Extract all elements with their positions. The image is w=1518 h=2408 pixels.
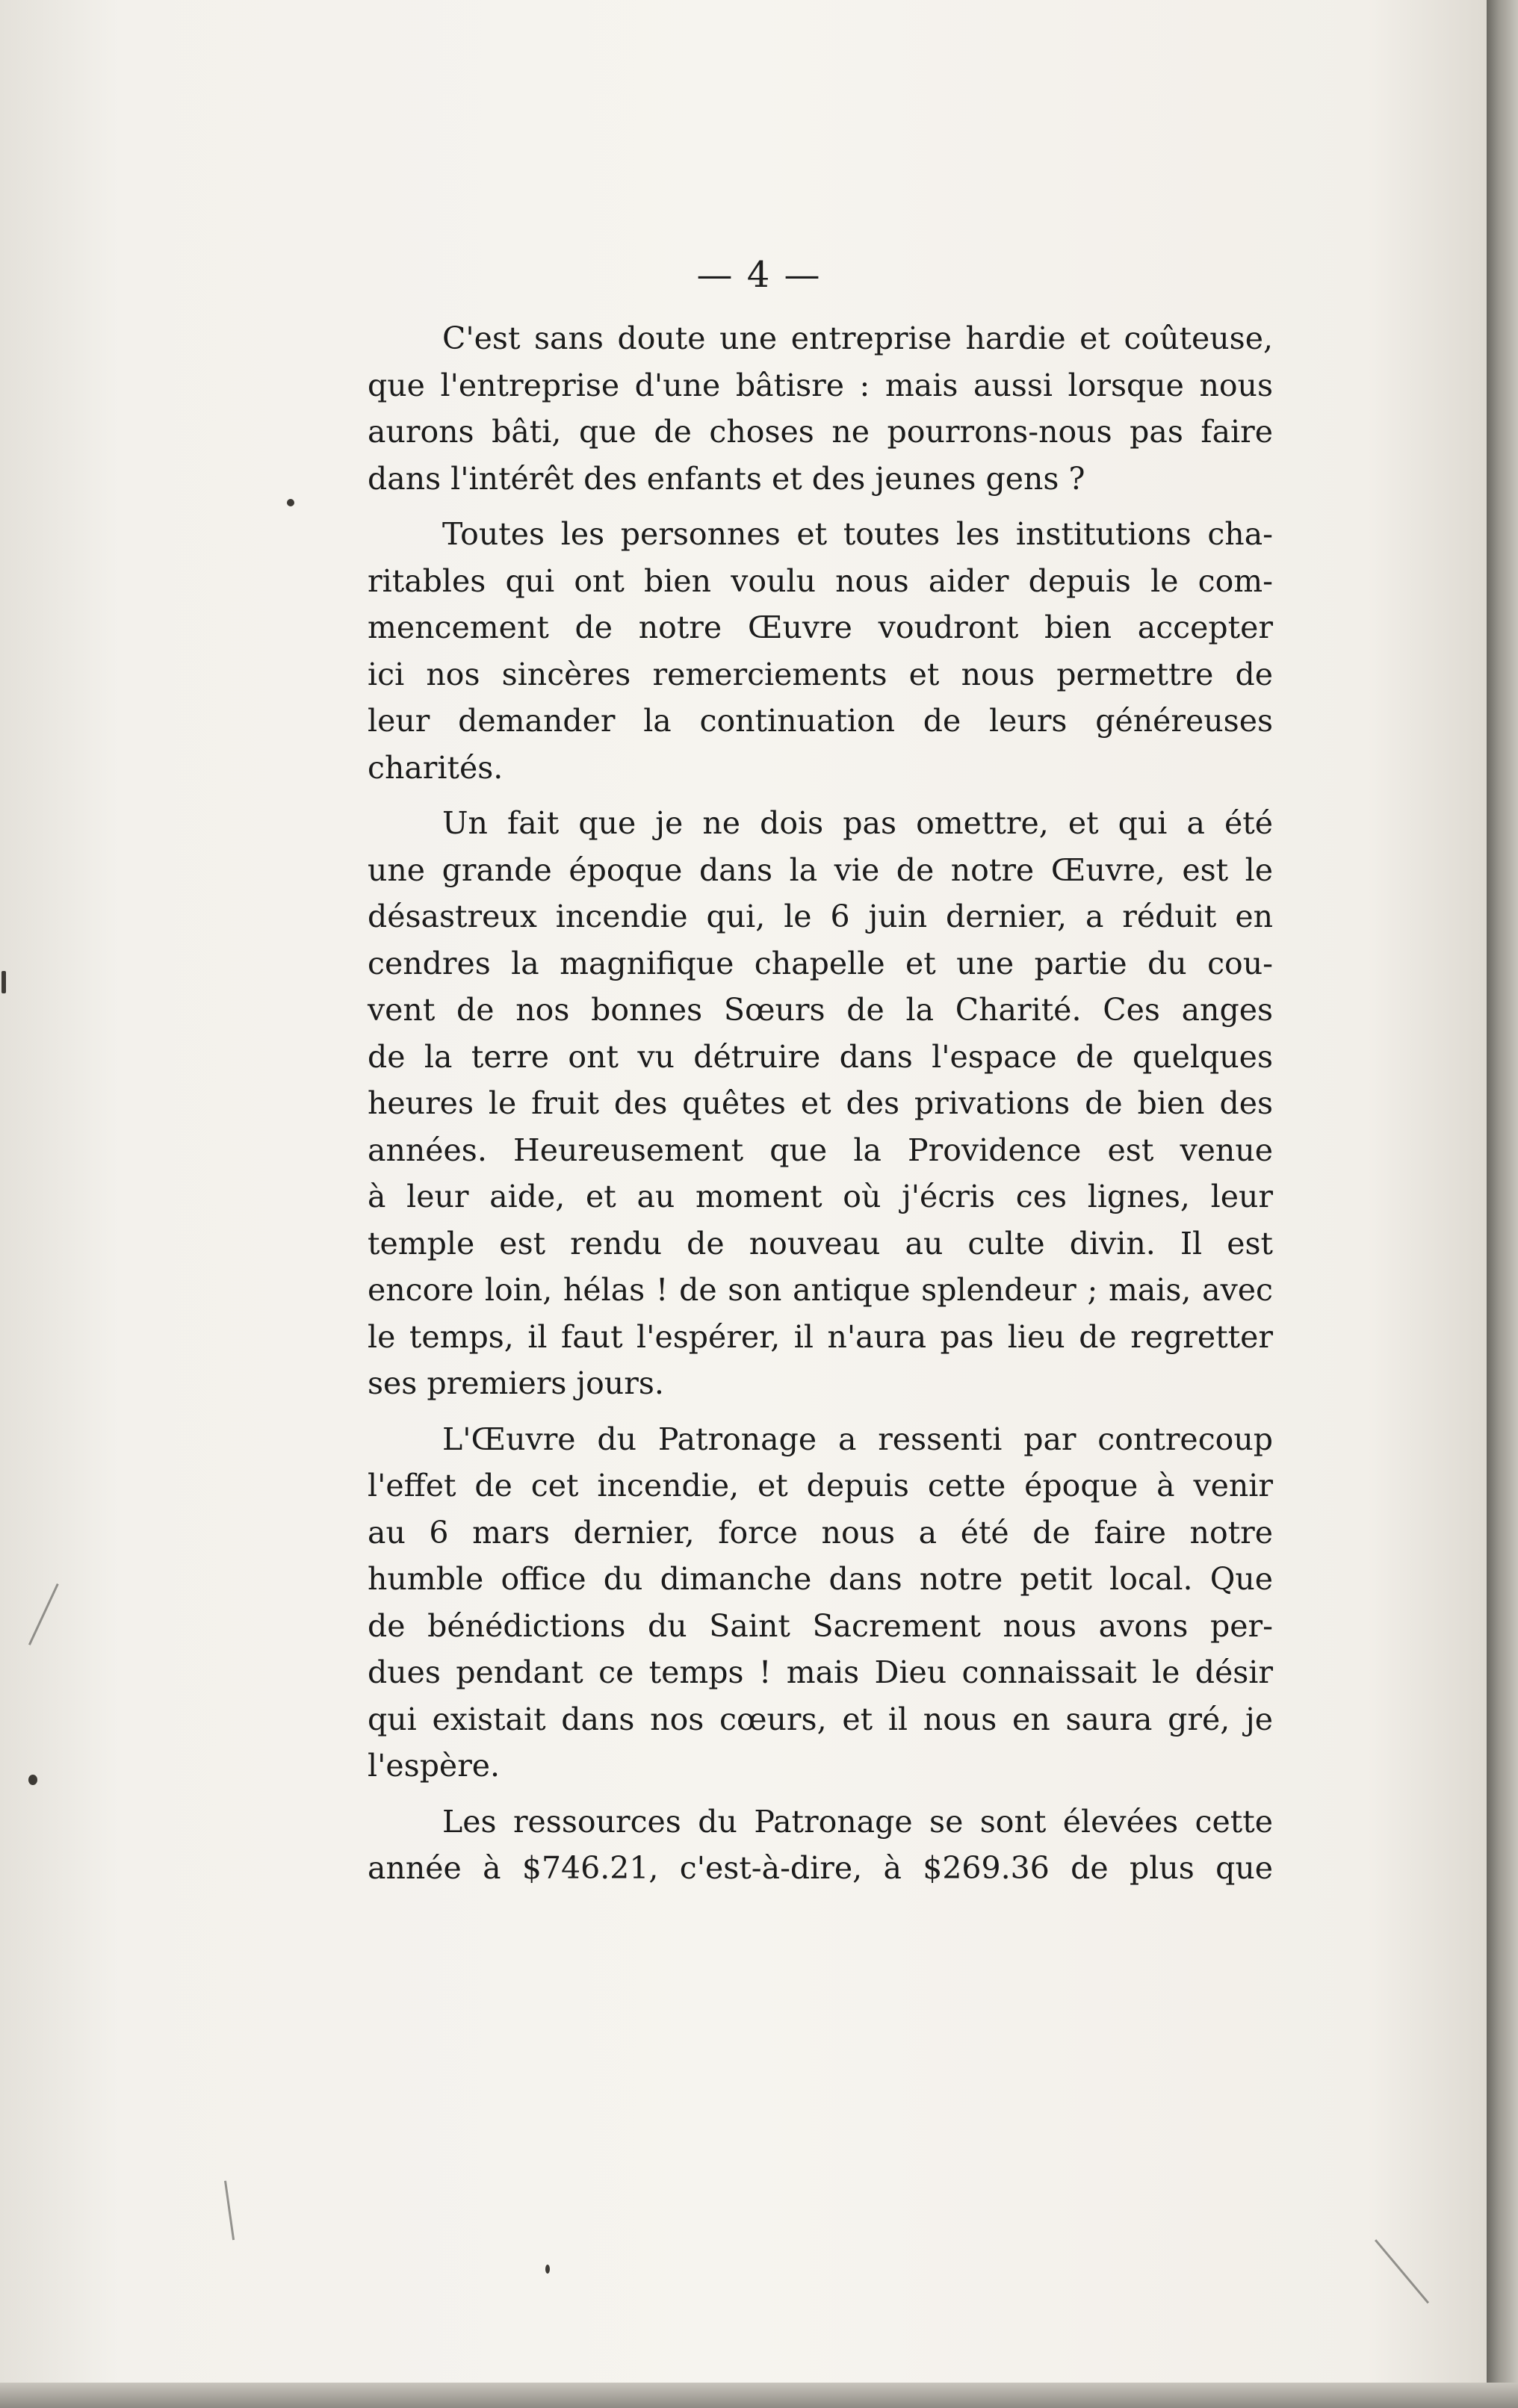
text-line: ritables qui ont bien voulu nous aider depuis le com- xyxy=(368,562,1273,599)
text-line: L'Œuvre du Patronage a ressenti par contrecoup xyxy=(442,1421,1273,1457)
text-line: ses premiers jours. xyxy=(368,1365,664,1401)
text-line: années. Heureusement que la Providence est venue xyxy=(368,1132,1273,1168)
text-line: à leur aide, et au moment où j'écris ces lignes, leur xyxy=(368,1179,1273,1214)
scan-scratch xyxy=(1375,2239,1429,2303)
text-line: dues pendant ce temps ! mais Dieu connaissait le désir xyxy=(368,1654,1273,1690)
text-line: charités. xyxy=(368,749,504,786)
text-line: que l'entreprise d'une bâtisre : mais aussi lorsque nous xyxy=(368,367,1273,403)
scan-speck xyxy=(287,499,294,506)
text-line: année à $746.21, c'est-à-dire, à $269.36 de plus que xyxy=(368,1850,1273,1886)
text-line: leur demander la continuation de leurs généreuses xyxy=(368,703,1273,739)
text-line: Toutes les personnes et toutes les institutions cha- xyxy=(442,516,1273,552)
body-text xyxy=(368,315,1273,1901)
text-line: de bénédictions du Saint Sacrement nous avons per- xyxy=(368,1607,1273,1644)
text-line: heures le fruit des quêtes et des privations de bien des xyxy=(368,1085,1273,1121)
text-line: le temps, il faut l'espérer, il n'aura pas lieu de regretter xyxy=(368,1318,1273,1355)
page-number: — 4 — xyxy=(696,254,822,296)
text-line: Les ressources du Patronage se sont élevées cette xyxy=(442,1803,1273,1840)
paragraph-3 xyxy=(368,800,1273,1407)
scan-speck xyxy=(1,971,6,993)
text-line: vent de nos bonnes Sœurs de la Charité. Ces anges xyxy=(368,992,1273,1028)
text-line: dans l'intérêt des enfants et des jeunes gens ? xyxy=(368,460,1085,497)
text-line: désastreux incendie qui, le 6 juin dernier, a réduit en xyxy=(368,899,1273,934)
text-line: ici nos sincères remerciements et nous permettre de xyxy=(368,656,1273,692)
text-line: de la terre ont vu détruire dans l'espace de quelques xyxy=(368,1038,1273,1075)
text-line: aurons bâti, que de choses ne pourrons-nous pas faire xyxy=(368,414,1273,450)
text-line: cendres la magnifique chapelle et une partie du cou- xyxy=(368,945,1273,981)
text-line: Un fait que je ne dois pas omettre, et qui a été xyxy=(442,805,1273,841)
scan-scratch xyxy=(224,2181,235,2241)
text-line: une grande époque dans la vie de notre Œuvre, est le xyxy=(368,851,1273,888)
text-line: qui existait dans nos cœurs, et il nous en saura gré, je xyxy=(368,1701,1273,1737)
page-edge-shadow xyxy=(1487,0,1518,2408)
text-line: au 6 mars dernier, force nous a été de faire notre xyxy=(368,1514,1273,1551)
text-line: temple est rendu de nouveau au culte divin. Il est xyxy=(368,1225,1273,1262)
text-line: mencement de notre Œuvre voudront bien accepter xyxy=(368,609,1273,645)
scan-speck xyxy=(28,1775,37,1785)
paragraph-4 xyxy=(368,1416,1273,1790)
text-line: encore loin, hélas ! de son antique splendeur ; mais, avec xyxy=(368,1272,1273,1308)
text-line: l'effet de cet incendie, et depuis cette époque à venir xyxy=(368,1468,1273,1504)
paragraph-5 xyxy=(368,1799,1273,1892)
text-line: l'espère. xyxy=(368,1748,501,1784)
page-bottom-edge xyxy=(0,2383,1518,2408)
text-line: humble office du dimanche dans notre petit local. Que xyxy=(368,1561,1273,1597)
scan-speck xyxy=(545,2265,550,2274)
text-line: C'est sans doute une entreprise hardie et coûteuse, xyxy=(442,320,1273,356)
scan-scratch xyxy=(28,1583,59,1645)
paragraph-2 xyxy=(368,511,1273,791)
paragraph-1 xyxy=(368,315,1273,502)
